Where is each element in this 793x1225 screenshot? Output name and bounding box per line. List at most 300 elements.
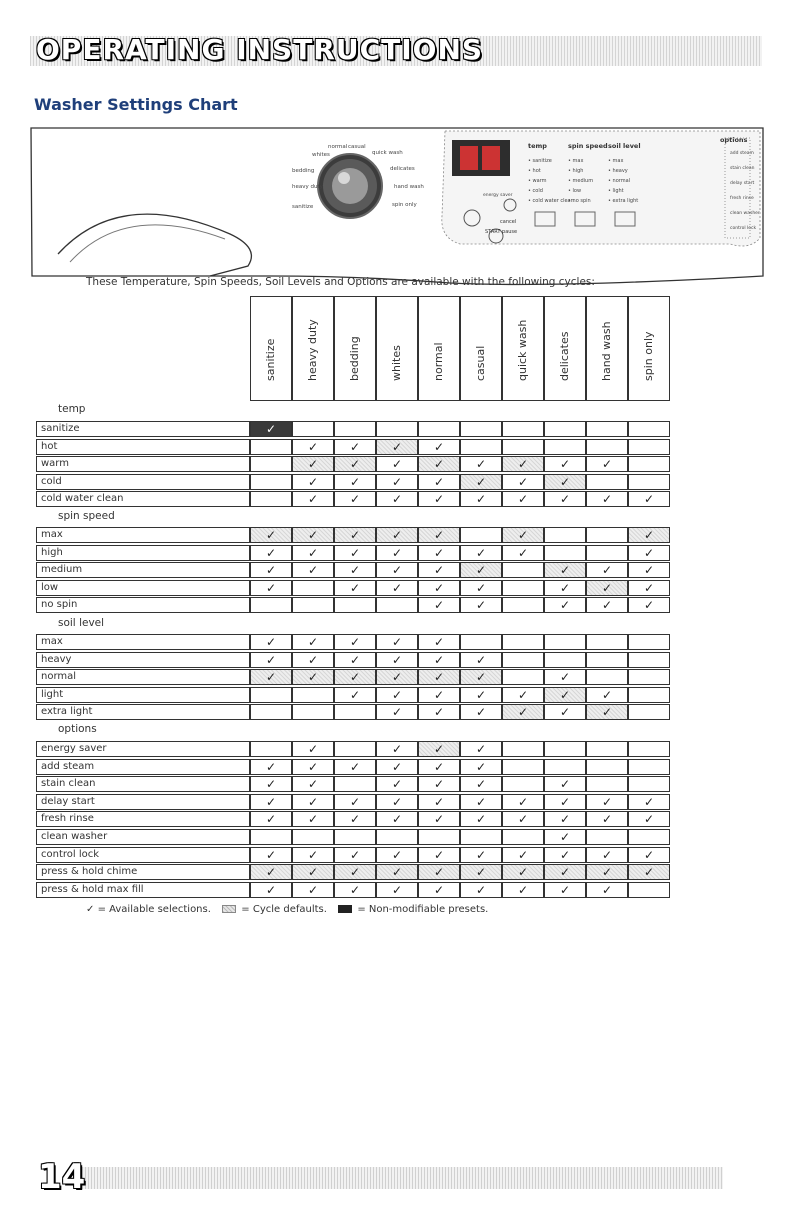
row-label: heavy — [36, 652, 250, 668]
column-header-casual — [460, 296, 502, 401]
table-cell: ✓ — [418, 474, 460, 490]
table-cell: ✓ — [292, 847, 334, 863]
table-cell: ✓ — [334, 811, 376, 827]
display-option: • no spin — [568, 198, 591, 204]
column-header-label: normal — [432, 342, 445, 381]
table-cell: ✓ — [586, 491, 628, 507]
table-cell: ✓ — [460, 741, 502, 757]
table-cell — [628, 759, 670, 775]
row-label: max — [36, 527, 250, 543]
table-cell — [544, 759, 586, 775]
column-header-label: whites — [390, 345, 403, 381]
table-cell: ✓ — [334, 652, 376, 668]
table-cell: ✓ — [376, 776, 418, 792]
table-row — [36, 491, 672, 507]
table-row — [36, 562, 672, 578]
row-label: extra light — [36, 704, 250, 720]
table-cell: ✓ — [418, 882, 460, 898]
table-cell — [502, 669, 544, 685]
column-header-bedding — [334, 296, 376, 401]
table-cell — [502, 439, 544, 455]
table-cell: ✓ — [334, 562, 376, 578]
table-cell: ✓ — [292, 456, 334, 472]
table-cell: ✓ — [376, 634, 418, 650]
table-cell: ✓ — [418, 704, 460, 720]
option-button-label: clean washer — [730, 211, 760, 216]
table-cell: ✓ — [250, 847, 292, 863]
row-label: hot — [36, 439, 250, 455]
table-cell: ✓ — [586, 811, 628, 827]
table-row — [36, 474, 672, 490]
display-header: soil level — [608, 142, 641, 150]
table-cell: ✓ — [544, 847, 586, 863]
option-button-label: fresh rinse — [730, 196, 754, 201]
table-cell — [544, 652, 586, 668]
table-row — [36, 704, 672, 720]
row-label: no spin — [36, 597, 250, 613]
table-cell: ✓ — [628, 794, 670, 810]
row-label: add steam — [36, 759, 250, 775]
column-header-spin-only — [628, 296, 670, 401]
table-cell: ✓ — [376, 794, 418, 810]
table-cell: ✓ — [502, 474, 544, 490]
row-label: control lock — [36, 847, 250, 863]
column-header-sanitize — [250, 296, 292, 401]
display-header: options — [720, 136, 748, 144]
table-cell: ✓ — [334, 864, 376, 880]
table-cell: ✓ — [586, 847, 628, 863]
table-cell: ✓ — [502, 811, 544, 827]
dial-label: sanitize — [292, 204, 314, 210]
option-button-label: stain clean — [730, 166, 755, 171]
table-cell: ✓ — [376, 456, 418, 472]
table-cell: ✓ — [544, 794, 586, 810]
table-cell: ✓ — [628, 597, 670, 613]
table-cell: ✓ — [334, 527, 376, 543]
table-cell: ✓ — [376, 527, 418, 543]
option-button-label: control lock — [730, 226, 757, 231]
table-row — [36, 794, 672, 810]
table-cell: ✓ — [292, 811, 334, 827]
table-cell: ✓ — [376, 474, 418, 490]
table-cell: ✓ — [628, 580, 670, 596]
table-cell: ✓ — [376, 847, 418, 863]
row-label: delay start — [36, 794, 250, 810]
table-cell: ✓ — [250, 652, 292, 668]
table-cell: ✓ — [334, 491, 376, 507]
table-cell: ✓ — [586, 562, 628, 578]
table-cell — [586, 776, 628, 792]
dial-label: casual — [348, 144, 366, 150]
table-row — [36, 527, 672, 543]
table-cell: ✓ — [418, 634, 460, 650]
table-cell: ✓ — [460, 794, 502, 810]
table-row — [36, 597, 672, 613]
table-cell — [292, 704, 334, 720]
table-cell: ✓ — [418, 794, 460, 810]
table-cell: ✓ — [418, 545, 460, 561]
column-header-delicates — [544, 296, 586, 401]
table-cell: ✓ — [460, 456, 502, 472]
table-cell — [292, 687, 334, 703]
table-cell — [628, 882, 670, 898]
table-cell: ✓ — [250, 562, 292, 578]
table-cell: ✓ — [376, 439, 418, 455]
table-cell — [502, 759, 544, 775]
display-option: • light — [608, 188, 624, 194]
table-cell: ✓ — [418, 669, 460, 685]
row-label: high — [36, 545, 250, 561]
table-cell: ✓ — [250, 882, 292, 898]
table-cell: ✓ — [460, 776, 502, 792]
table-cell: ✓ — [250, 776, 292, 792]
table-cell: ✓ — [544, 669, 586, 685]
table-cell: ✓ — [376, 491, 418, 507]
cancel-label: cancel — [500, 219, 517, 225]
table-cell: ✓ — [292, 652, 334, 668]
column-header-whites — [376, 296, 418, 401]
table-cell: ✓ — [334, 794, 376, 810]
option-button-label: add steam — [730, 151, 754, 156]
table-cell: ✓ — [460, 474, 502, 490]
table-cell: ✓ — [460, 882, 502, 898]
column-header-label: delicates — [558, 331, 571, 381]
table-cell — [502, 597, 544, 613]
table-cell — [376, 421, 418, 437]
table-cell — [628, 687, 670, 703]
display-option: • hot — [528, 168, 541, 174]
column-header-quick-wash — [502, 296, 544, 401]
table-cell — [586, 634, 628, 650]
table-cell: ✓ — [502, 847, 544, 863]
table-cell — [502, 829, 544, 845]
table-cell: ✓ — [460, 597, 502, 613]
table-cell: ✓ — [586, 687, 628, 703]
table-cell: ✓ — [334, 687, 376, 703]
table-cell — [376, 597, 418, 613]
table-cell: ✓ — [460, 580, 502, 596]
table-cell — [460, 829, 502, 845]
table-cell — [502, 421, 544, 437]
display-header: temp — [528, 142, 547, 150]
table-cell: ✓ — [586, 864, 628, 880]
table-cell: ✓ — [418, 597, 460, 613]
display-option: • extra light — [608, 198, 639, 204]
table-cell: ✓ — [586, 704, 628, 720]
table-cell — [586, 669, 628, 685]
table-cell: ✓ — [586, 580, 628, 596]
table-cell: ✓ — [418, 776, 460, 792]
table-row — [36, 634, 672, 650]
group-title: options — [58, 723, 97, 735]
table-cell: ✓ — [418, 527, 460, 543]
table-cell: ✓ — [544, 474, 586, 490]
dial-label: normal — [328, 144, 348, 150]
table-row — [36, 652, 672, 668]
table-cell: ✓ — [460, 562, 502, 578]
table-cell: ✓ — [460, 545, 502, 561]
dial-label: whites — [312, 152, 330, 158]
table-cell: ✓ — [544, 597, 586, 613]
start-label: START pause — [485, 229, 518, 235]
column-header-label: quick wash — [516, 319, 529, 381]
table-cell — [376, 829, 418, 845]
column-header-normal — [418, 296, 460, 401]
row-label: clean washer — [36, 829, 250, 845]
table-cell — [586, 527, 628, 543]
table-cell — [250, 456, 292, 472]
table-cell: ✓ — [460, 864, 502, 880]
table-cell — [586, 652, 628, 668]
table-cell — [460, 634, 502, 650]
option-button-label: delay start — [730, 181, 755, 186]
table-cell: ✓ — [292, 741, 334, 757]
table-row — [36, 759, 672, 775]
table-cell: ✓ — [292, 491, 334, 507]
column-header-label: bedding — [348, 336, 361, 381]
table-cell — [544, 634, 586, 650]
table-cell: ✓ — [334, 545, 376, 561]
preset-swatch-icon — [338, 905, 352, 913]
table-cell — [502, 776, 544, 792]
dial-label: spin only — [392, 202, 417, 208]
table-cell: ✓ — [502, 882, 544, 898]
display-option: • max — [608, 158, 624, 164]
row-label: energy saver — [36, 741, 250, 757]
table-cell: ✓ — [418, 741, 460, 757]
table-cell — [250, 474, 292, 490]
footer-bar — [76, 1167, 723, 1189]
display-option: • low — [568, 188, 582, 194]
page-number: 14 — [38, 1157, 86, 1197]
table-cell: ✓ — [292, 669, 334, 685]
table-cell: ✓ — [292, 439, 334, 455]
table-cell — [418, 829, 460, 845]
dial-label: bedding — [292, 168, 315, 174]
table-cell: ✓ — [544, 882, 586, 898]
table-cell — [250, 687, 292, 703]
table-row — [36, 864, 672, 880]
table-cell — [628, 474, 670, 490]
table-cell: ✓ — [628, 545, 670, 561]
table-cell: ✓ — [292, 634, 334, 650]
table-cell: ✓ — [460, 847, 502, 863]
table-cell — [586, 439, 628, 455]
table-cell: ✓ — [586, 794, 628, 810]
table-cell — [250, 597, 292, 613]
table-cell: ✓ — [376, 759, 418, 775]
table-cell — [544, 545, 586, 561]
table-cell: ✓ — [460, 652, 502, 668]
table-cell: ✓ — [628, 847, 670, 863]
table-cell — [628, 776, 670, 792]
table-cell — [334, 776, 376, 792]
table-cell: ✓ — [376, 545, 418, 561]
table-cell: ✓ — [418, 562, 460, 578]
table-cell: ✓ — [586, 597, 628, 613]
table-cell: ✓ — [544, 456, 586, 472]
table-cell: ✓ — [376, 669, 418, 685]
table-cell — [250, 829, 292, 845]
column-header-label: sanitize — [264, 338, 277, 381]
display-option: • cold — [528, 188, 543, 194]
display-header: spin speed — [568, 142, 608, 150]
table-row — [36, 545, 672, 561]
table-cell — [628, 634, 670, 650]
table-cell: ✓ — [544, 811, 586, 827]
table-cell: ✓ — [292, 562, 334, 578]
chart-subtitle: Washer Settings Chart — [34, 95, 238, 114]
table-cell: ✓ — [292, 527, 334, 543]
table-cell: ✓ — [334, 439, 376, 455]
row-label: cold water clean — [36, 491, 250, 507]
table-cell: ✓ — [460, 669, 502, 685]
table-cell: ✓ — [460, 687, 502, 703]
table-cell — [460, 421, 502, 437]
table-cell — [502, 634, 544, 650]
table-cell: ✓ — [250, 811, 292, 827]
legend-available: = Available selections. — [97, 904, 211, 915]
column-header-label: hand wash — [600, 321, 613, 381]
table-cell: ✓ — [418, 759, 460, 775]
table-cell: ✓ — [418, 456, 460, 472]
display-option: • medium — [568, 178, 594, 184]
table-cell — [628, 439, 670, 455]
column-header-label: heavy duty — [306, 319, 319, 381]
control-panel-illustration — [30, 126, 765, 296]
table-cell: ✓ — [334, 634, 376, 650]
table-cell — [544, 439, 586, 455]
row-label: medium — [36, 562, 250, 578]
dial-label: delicates — [390, 166, 415, 172]
table-cell: ✓ — [250, 759, 292, 775]
table-cell: ✓ — [376, 882, 418, 898]
table-cell: ✓ — [544, 776, 586, 792]
table-row — [36, 687, 672, 703]
table-cell — [334, 829, 376, 845]
table-cell — [502, 580, 544, 596]
table-cell — [250, 704, 292, 720]
table-cell — [586, 759, 628, 775]
display-option: • warm — [528, 178, 547, 184]
table-cell: ✓ — [460, 704, 502, 720]
table-cell: ✓ — [544, 562, 586, 578]
check-mark-icon: ✓ — [86, 904, 95, 915]
legend-presets: = Non-modifiable presets. — [357, 904, 489, 915]
table-cell: ✓ — [502, 491, 544, 507]
table-cell: ✓ — [628, 811, 670, 827]
table-cell — [502, 562, 544, 578]
table-cell: ✓ — [250, 864, 292, 880]
table-cell: ✓ — [418, 580, 460, 596]
table-cell: ✓ — [544, 829, 586, 845]
table-cell — [460, 439, 502, 455]
table-row — [36, 829, 672, 845]
table-cell: ✓ — [292, 794, 334, 810]
display-option: • cold water clean — [528, 198, 574, 204]
page-title: OPERATING INSTRUCTIONS — [36, 33, 484, 66]
table-row — [36, 456, 672, 472]
table-cell: ✓ — [376, 562, 418, 578]
display-option: • heavy — [608, 168, 628, 174]
legend-defaults: = Cycle defaults. — [241, 904, 327, 915]
table-cell — [334, 704, 376, 720]
column-header-label: spin only — [642, 331, 655, 381]
table-cell: ✓ — [376, 864, 418, 880]
table-cell: ✓ — [544, 491, 586, 507]
table-cell — [628, 456, 670, 472]
table-cell: ✓ — [250, 545, 292, 561]
table-cell: ✓ — [292, 545, 334, 561]
table-cell: ✓ — [250, 421, 292, 437]
row-label: sanitize — [36, 421, 250, 437]
row-label: cold — [36, 474, 250, 490]
table-cell: ✓ — [502, 545, 544, 561]
display-option: • max — [568, 158, 584, 164]
table-cell: ✓ — [586, 456, 628, 472]
table-cell — [502, 741, 544, 757]
table-cell: ✓ — [292, 776, 334, 792]
table-row — [36, 580, 672, 596]
group-title: spin speed — [58, 510, 115, 522]
table-cell: ✓ — [460, 811, 502, 827]
column-header-hand-wash — [586, 296, 628, 401]
table-cell: ✓ — [376, 580, 418, 596]
table-cell — [502, 652, 544, 668]
group-title: temp — [58, 403, 86, 415]
row-label: warm — [36, 456, 250, 472]
table-row — [36, 669, 672, 685]
table-cell: ✓ — [292, 474, 334, 490]
table-cell: ✓ — [502, 687, 544, 703]
table-cell: ✓ — [418, 811, 460, 827]
table-row — [36, 439, 672, 455]
table-cell: ✓ — [376, 652, 418, 668]
table-cell: ✓ — [418, 439, 460, 455]
row-label: press & hold max fill — [36, 882, 250, 898]
table-cell: ✓ — [250, 580, 292, 596]
table-cell: ✓ — [460, 491, 502, 507]
table-cell — [334, 597, 376, 613]
table-cell: ✓ — [502, 794, 544, 810]
table-cell: ✓ — [334, 580, 376, 596]
table-cell: ✓ — [334, 882, 376, 898]
group-title: soil level — [58, 617, 105, 629]
table-row — [36, 882, 672, 898]
table-cell: ✓ — [250, 669, 292, 685]
display-option: • sanitize — [528, 158, 552, 164]
energy-saver-label: energy saver — [483, 193, 513, 198]
table-cell: ✓ — [544, 580, 586, 596]
table-cell: ✓ — [250, 794, 292, 810]
table-cell: ✓ — [586, 882, 628, 898]
table-cell — [292, 421, 334, 437]
table-cell: ✓ — [418, 687, 460, 703]
table-cell — [250, 491, 292, 507]
table-cell: ✓ — [334, 474, 376, 490]
table-cell: ✓ — [418, 652, 460, 668]
table-cell: ✓ — [628, 491, 670, 507]
table-cell — [628, 669, 670, 685]
column-header-heavy-duty — [292, 296, 334, 401]
table-cell: ✓ — [376, 687, 418, 703]
table-cell: ✓ — [334, 669, 376, 685]
table-cell: ✓ — [334, 759, 376, 775]
table-cell: ✓ — [250, 634, 292, 650]
dial-label: hand wash — [394, 184, 424, 190]
table-cell — [292, 829, 334, 845]
column-header-label: casual — [474, 345, 487, 381]
